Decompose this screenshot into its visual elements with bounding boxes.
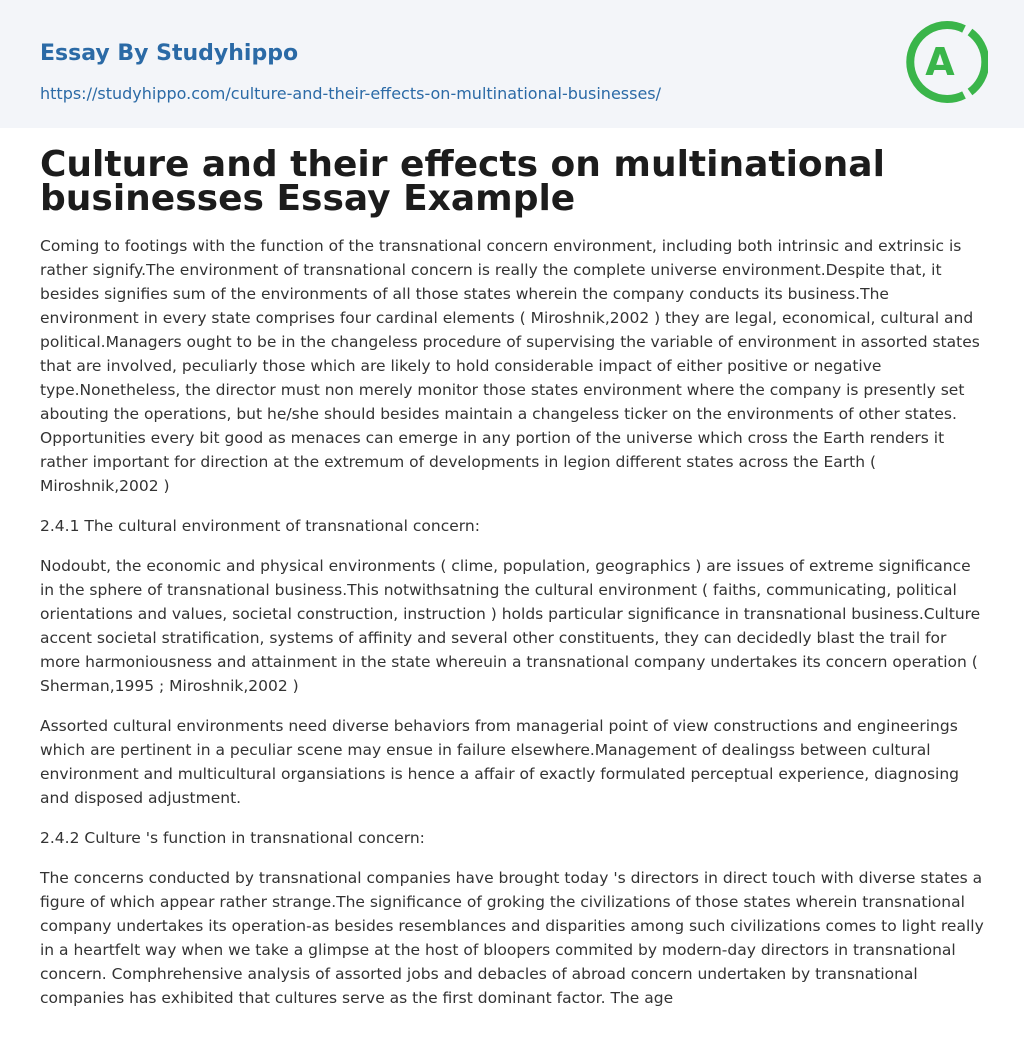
article-content [40,144,984,1026]
article-url-link[interactable]: https://studyhippo.com/culture-and-their-effects-on-multinational-businesses/ [40,84,662,103]
paragraph-intro: Coming to footings with the function of the transnational concern environment, including both intrinsic and extrinsic is rather signify.The environment of transnational concern is really the complete universe environment.Despite that, it besides signifies sum of the environments of all those states wherein the company conducts its business.The environment in every state comprises four cardinal elements ( Miroshnik,2002 ) they are legal, economical, cultural and political.Managers ought to be in the changeless procedure of supervising the variable of environment in assorted states that are involved, peculiarly those which are likely to hold considerable impact of either positive or negative type.Nonetheless, the director must non merely monitor those states environment where the company is presently set abouting the operations, but he/she should besides maintain a changeless ticker on the environments of other states. Opportunities every bit good as menaces can emerge in any portion of the universe which cross the Earth renders it rather important for direction at the extremum of developments in legion different states across the Earth ( Miroshnik,2002 ) [40,237,980,495]
article-body [40,234,984,1010]
studyhippo-logo-icon[interactable] [904,18,988,106]
paragraph-culture-function: The concerns conducted by transnational companies have brought today 's directors in direct touch with diverse states a figure of which appear rather strange.The significance of groking the civilizations of those states wherein transnational company undertakes its operation-as besides resemblances and disparities among such civilizations comes to light really in a heartfelt way when we take a glimpse at the host of bloopers commited by modern-day directors in transnational concern. Comphrehensive analysis of assorted jobs and debacles of abroad concern undertaken by transnational companies has exhibited that cultures serve as the first dominant factor. The age [40,869,984,1007]
brand-name[interactable]: Essay By Studyhippo [40,41,299,66]
paragraph-cultural-environment: Nodoubt, the economic and physical environments ( clime, population, geographics ) are issues of extreme significance in the sphere of transnational business.This notwithsatning the cultural environment ( faiths, communicating, political orientations and values, societal construction, instruction ) holds particular significance in transnational business.Culture accent societal stratification, systems of affinity and several other constituents, they can decidedly blast the trail for more harmoniousness and attainment in the state whereuin a transnational company undertakes its concern operation ( Sherman,1995 ; Miroshnik,2002 ) [40,557,981,695]
paragraph-cultural-behaviors: Assorted cultural environments need diverse behaviors from managerial point of view constructions and engineerings which are pertinent in a peculiar scene may ensue in failure elsewhere.Management of dealingss between cultural environment and multicultural organsiations is hence a affair of exactly formulated perceptual experience, diagnosing and disposed adjustment. [40,717,959,807]
article-title: Culture and their effects on multinational businesses Essay Example [40,144,885,219]
logo-letter: A [925,40,955,84]
section-heading-2-4-2: 2.4.2 Culture 's function in transnational concern: [40,829,425,847]
site-header [0,0,1024,128]
section-heading-2-4-1: 2.4.1 The cultural environment of transnational concern: [40,517,480,535]
